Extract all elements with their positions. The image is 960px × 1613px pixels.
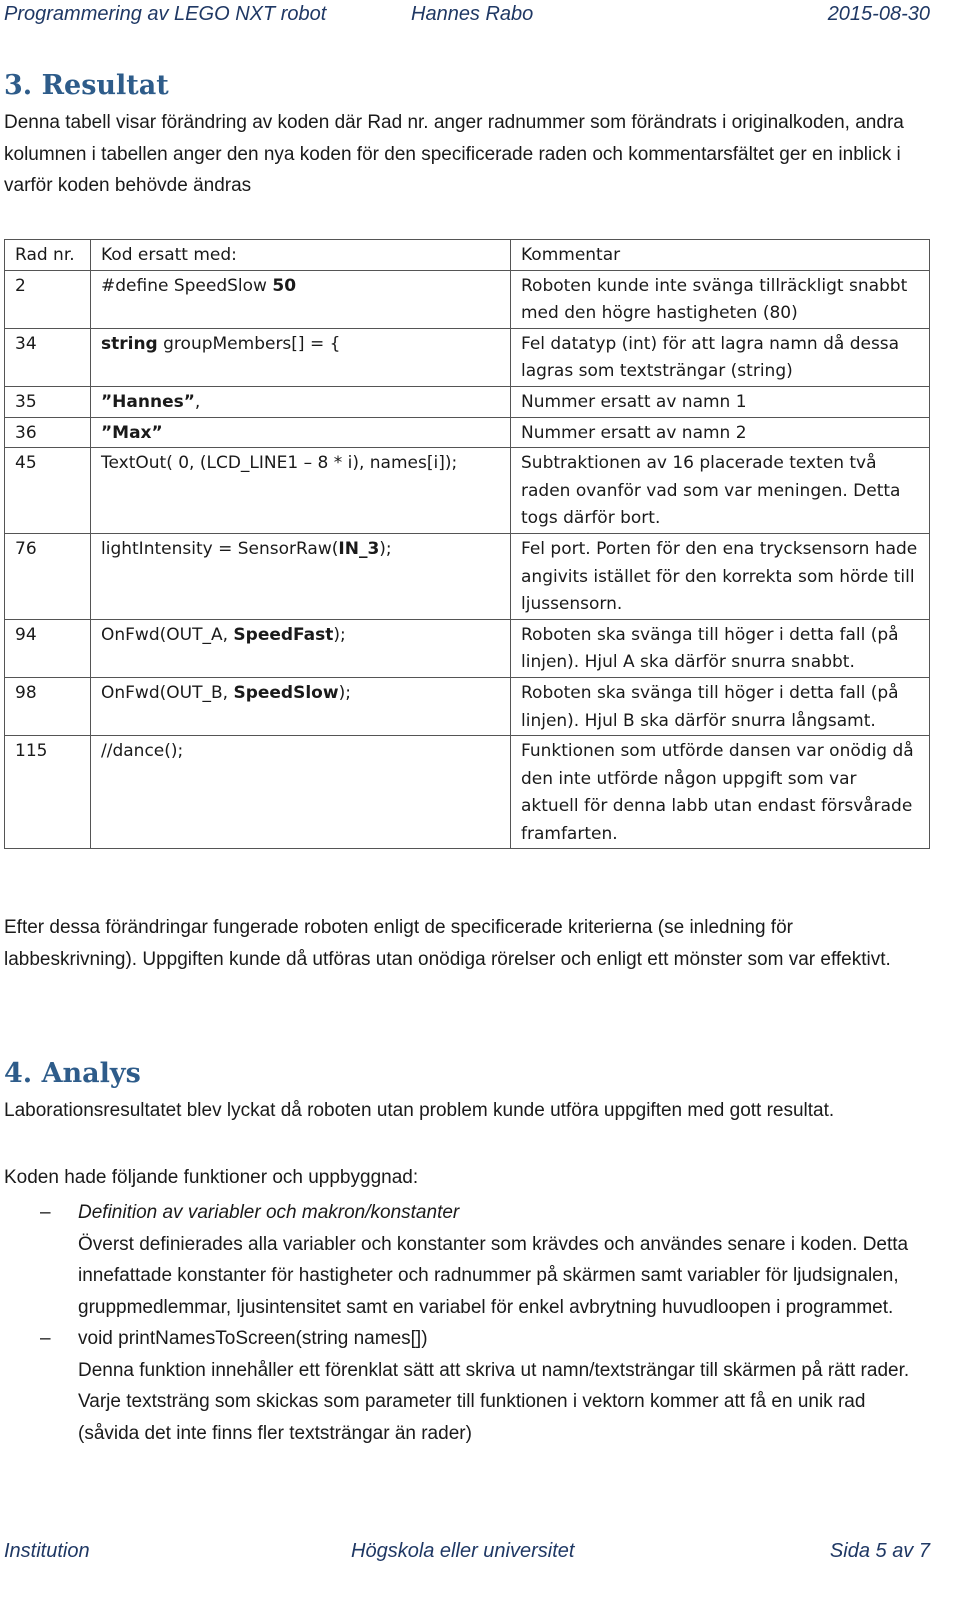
row-comment: Roboten ska svänga till höger i detta fall (på linjen). Hjul A ska därför snurra snabbt.	[511, 619, 930, 677]
row-code: OnFwd(OUT_B, SpeedSlow);	[91, 677, 511, 735]
row-code: #define SpeedSlow 50	[91, 270, 511, 328]
row-rad: 36	[5, 417, 91, 448]
header-date: 2015-08-30	[827, 2, 930, 25]
row-rad: 94	[5, 619, 91, 677]
table-row	[5, 386, 930, 417]
row-rad: 98	[5, 677, 91, 735]
analysis-paragraph: Laborationsresultatet blev lyckat då roboten utan problem kunde utföra uppgiften med gott resultat.	[4, 1100, 835, 1121]
table-row	[5, 328, 930, 386]
after-table-paragraph: Efter dessa förändringar fungerade roboten enligt de specificerade kriterierna (se inledning för labbeskrivning). Uppgiften kunde då utföras utan onödiga rörelser och enligt ett mönster som var effektivt.	[4, 917, 891, 970]
header-rad: Rad nr.	[5, 240, 91, 271]
page-header	[4, 0, 930, 28]
row-comment: Nummer ersatt av namn 1	[511, 386, 930, 417]
list-item	[4, 1197, 929, 1323]
list-item	[4, 1323, 929, 1449]
header-kod: Kod ersatt med:	[91, 240, 511, 271]
row-code: string groupMembers[] = {	[91, 328, 511, 386]
footer-page-number: Sida 5 av 7	[829, 1540, 930, 1562]
footer-university: Högskola eller universitet	[351, 1540, 575, 1562]
table-row	[5, 417, 930, 448]
row-code: TextOut( 0, (LCD_LINE1 – 8 * i), names[i]);	[91, 448, 511, 534]
list-item-body: Denna funktion innehåller ett förenklat sätt att skriva ut namn/textsträngar till skärmen på rätt rader. Varje textsträng som skickas som parameter till funktionen i vektorn kommer att få en unik rad (såvida det inte finns fler textsträngar än rader)	[78, 1359, 910, 1444]
row-comment: Fel port. Porten för den ena trycksensorn hade angivits istället för den korrekta som hörde till ljussensorn.	[511, 533, 930, 619]
page-footer	[4, 1540, 930, 1568]
row-rad: 34	[5, 328, 91, 386]
row-comment: Funktionen som utförde dansen var onödig då den inte utförde någon uppgift som var aktuell för denna labb utan endast försvårade framfarten.	[511, 736, 930, 849]
header-kommentar: Kommentar	[511, 240, 930, 271]
table-row	[5, 619, 930, 677]
section-4-title: 4. Analys	[4, 1058, 141, 1089]
list-item-heading: void printNamesToScreen(string names[])	[78, 1328, 428, 1349]
header-author: Hannes Rabo	[411, 2, 534, 25]
footer-institution: Institution	[4, 1540, 90, 1562]
row-comment: Nummer ersatt av namn 2	[511, 417, 930, 448]
row-rad: 76	[5, 533, 91, 619]
dash-bullet: –	[40, 1328, 51, 1349]
results-table	[4, 239, 930, 849]
row-comment: Roboten ska svänga till höger i detta fall (på linjen). Hjul B ska därför snurra långsamt.	[511, 677, 930, 735]
section-3-title: 3. Resultat	[4, 70, 169, 101]
row-code: ”Hannes”,	[91, 386, 511, 417]
row-code: ”Max”	[91, 417, 511, 448]
row-comment: Roboten kunde inte svänga tillräckligt snabbt med den högre hastigheten (80)	[511, 270, 930, 328]
list-item-body: Överst definierades alla variabler och konstanter som krävdes och användes senare i koden. Detta innefattade konstanter för hastigheter och radnummer på skärmen samt variabler för ljudsignalen, gruppmedlemmar, ljusintensitet samt en variabel för enkel avbrytning huvudloopen i programmet.	[78, 1233, 909, 1318]
row-code: OnFwd(OUT_A, SpeedFast);	[91, 619, 511, 677]
row-code: lightIntensity = SensorRaw(IN_3);	[91, 533, 511, 619]
table-row	[5, 448, 930, 534]
table-row	[5, 736, 930, 849]
row-code: //dance();	[91, 736, 511, 849]
row-rad: 2	[5, 270, 91, 328]
row-rad: 35	[5, 386, 91, 417]
function-list	[4, 1197, 929, 1449]
table-row	[5, 677, 930, 735]
table-row	[5, 533, 930, 619]
row-rad: 115	[5, 736, 91, 849]
section-3-intro: Denna tabell visar förändring av koden där Rad nr. anger radnummer som förändrats i originalkoden, andra kolumnen i tabellen anger den nya koden för den specificerade raden och kommentarsfältet ger en inblick i varför koden behövde ändras	[4, 112, 904, 196]
table-header-row	[5, 240, 930, 271]
structure-intro: Koden hade följande funktioner och uppbyggnad:	[4, 1167, 419, 1188]
table-row	[5, 270, 930, 328]
list-item-heading: Definition av variabler och makron/konstanter	[78, 1202, 460, 1223]
dash-bullet: –	[40, 1202, 51, 1223]
row-comment: Subtraktionen av 16 placerade texten två raden ovanför vad som var meningen. Detta togs därför bort.	[511, 448, 930, 534]
header-document-title: Programmering av LEGO NXT robot	[4, 2, 327, 25]
row-rad: 45	[5, 448, 91, 534]
row-comment: Fel datatyp (int) för att lagra namn då dessa lagras som textsträngar (string)	[511, 328, 930, 386]
